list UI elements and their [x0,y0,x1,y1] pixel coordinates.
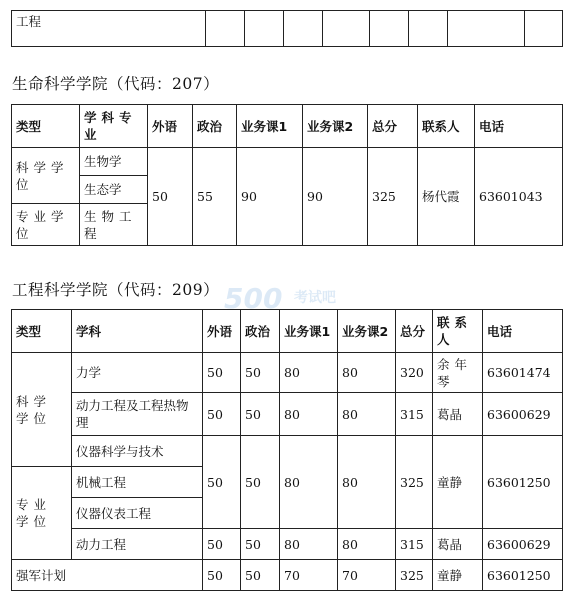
value-contact: 杨代霞 [418,148,475,246]
table-cell: 50 [203,529,241,560]
table-cell: 63601250 [483,560,563,591]
table-cell: 50 [203,393,241,436]
table-cell: 80 [338,353,396,393]
table-cell: 50 [203,353,241,393]
subject-power-engineering-thermophysics: 动力工程及工程热物理 [72,393,203,436]
header-phone: 电话 [483,310,563,353]
subject-instrument-science: 仪器科学与技术 [72,436,203,467]
table-cell: 70 [280,560,338,591]
table-cell: 80 [338,529,396,560]
table-cell: 320 [396,353,433,393]
value-politics: 55 [193,148,237,246]
table-cell: 余年琴 [433,353,483,393]
type-professional: 专业学位 [12,204,80,246]
header-foreign: 外语 [148,105,193,148]
subject-bioengineering: 生物工程 [80,204,148,246]
table-cell: 315 [396,529,433,560]
table-cell: 葛晶 [433,529,483,560]
table-cell: 80 [280,353,338,393]
cell-engineering: 工程 [12,11,206,47]
table-cell: 葛晶 [433,393,483,436]
value-phone: 63601043 [475,148,563,246]
table-cell: 80 [280,529,338,560]
header-course1: 业务课1 [280,310,338,353]
type-science: 科学学位 [12,148,80,204]
table-cell: 80 [338,436,396,529]
subject-ecology: 生态学 [80,176,148,204]
header-total: 总分 [396,310,433,353]
table-cell: 童静 [433,436,483,529]
header-course2: 业务课2 [338,310,396,353]
life-science-table [11,104,563,246]
subject-biology: 生物学 [80,148,148,176]
table-cell: 80 [338,393,396,436]
table-cell: 50 [203,436,241,529]
value-total: 325 [368,148,418,246]
table-cell: 63600629 [483,529,563,560]
table-cell: 325 [396,560,433,591]
table-cell: 63601474 [483,353,563,393]
table-cell: 315 [396,393,433,436]
watermark-digits: 500 [224,282,283,315]
engineering-science-table [11,309,563,591]
table-cell: 70 [338,560,396,591]
watermark-text: 考试吧 [294,290,336,306]
header-type: 类型 [12,310,72,353]
type-science: 科学学位 [12,353,72,467]
table-cell: 50 [241,529,280,560]
type-professional: 专业学位 [12,467,72,560]
subject-mechanical-engineering: 机械工程 [72,467,203,498]
table-cell: 50 [203,560,241,591]
table-cell: 325 [396,436,433,529]
header-phone: 电话 [475,105,563,148]
table-cell: 童静 [433,560,483,591]
header-politics: 政治 [193,105,237,148]
header-total: 总分 [368,105,418,148]
header-course2: 业务课2 [303,105,368,148]
header-contact: 联系人 [433,310,483,353]
value-course2: 90 [303,148,368,246]
table-cell: 50 [241,560,280,591]
table-cell: 63600629 [483,393,563,436]
section-title-engineering-science: 工程科学学院（代码：209） [12,281,220,299]
header-contact: 联系人 [418,105,475,148]
table-cell: 50 [241,353,280,393]
value-foreign: 50 [148,148,193,246]
subject-instrumentation-engineering: 仪器仪表工程 [72,498,203,529]
subject-power-engineering: 动力工程 [72,529,203,560]
header-politics: 政治 [241,310,280,353]
header-subject: 学科 [72,310,203,353]
table-cell: 50 [241,393,280,436]
table-cell: 63601250 [483,436,563,529]
header-subject: 学科专业 [80,105,148,148]
section-title-life-science: 生命科学学院（代码：207） [12,75,220,93]
top-table-fragment [11,10,563,47]
header-course1: 业务课1 [237,105,303,148]
special-plan-label: 强军计划 [12,560,203,591]
table-cell: 50 [241,436,280,529]
header-foreign: 外语 [203,310,241,353]
subject-mechanics: 力学 [72,353,203,393]
table-cell: 80 [280,436,338,529]
header-type: 类型 [12,105,80,148]
table-cell: 80 [280,393,338,436]
value-course1: 90 [237,148,303,246]
